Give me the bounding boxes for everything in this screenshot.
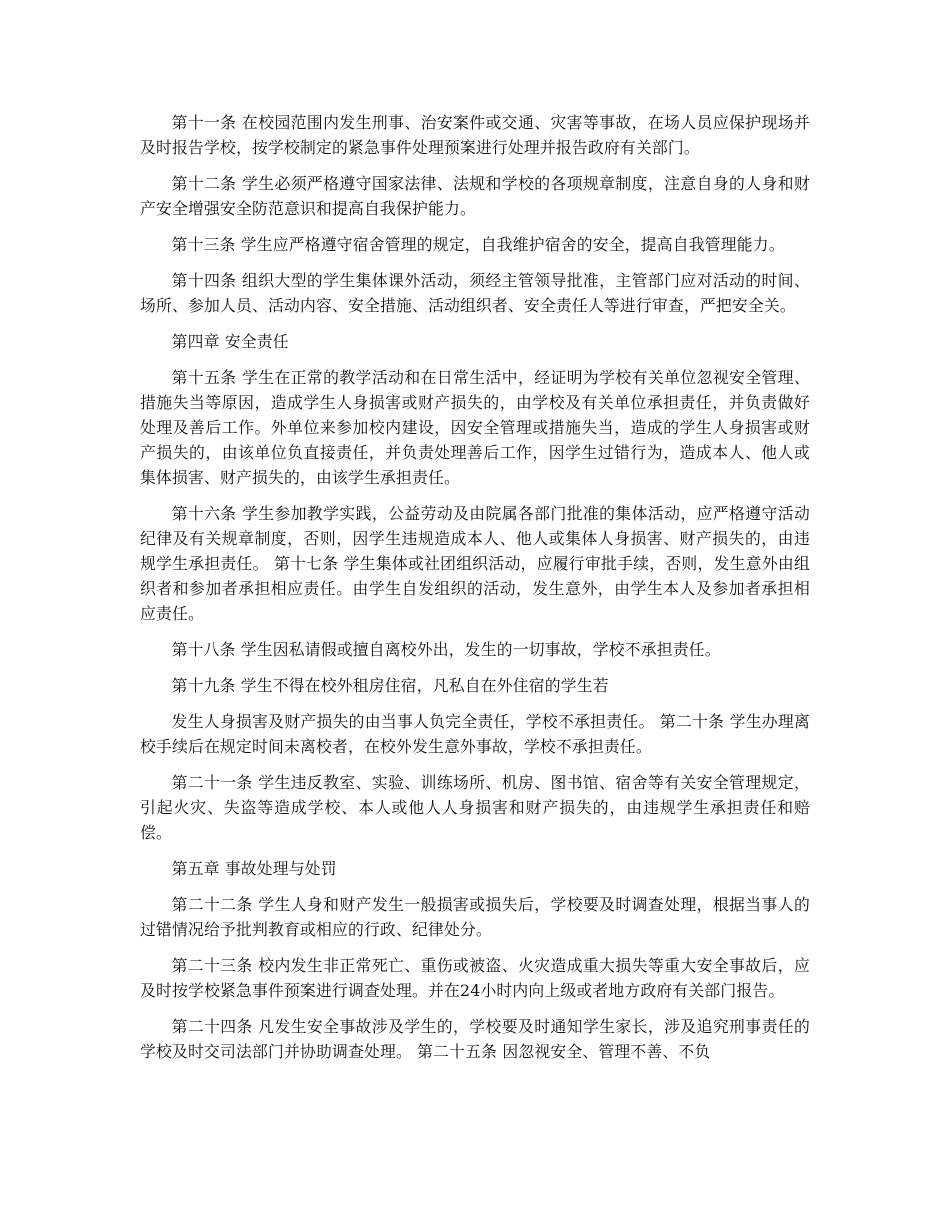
article-22-paragraph: 第二十二条 学生人身和财产发生一般损害或损失后，学校要及时调查处理，根据当事人的过错情况给予批判教育或相应的行政、纪律处分。 bbox=[140, 895, 810, 939]
article-14-paragraph: 第十四条 组织大型的学生集体课外活动，须经主管领导批准，主管部门应对活动的时间、场所、参加人员、活动内容、安全措施、活动组织者、安全责任人等进行审查，严把安全关。 bbox=[140, 271, 810, 315]
article-23-paragraph: 第二十三条 校内发生非正常死亡、重伤或被盗、火灾造成重大损失等重大安全事故后，应及时按学校紧急事件预案进行调查处理。并在24小时内向上级或者地方政府有关部门报告。 bbox=[140, 956, 810, 1000]
article-21-paragraph: 第二十一条 学生违反教室、实验、训练场所、机房、图书馆、宿舍等有关安全管理规定，引起火灾、失盗等造成学校、本人或他人人身损害和财产损失的，由违规学生承担责任和赔偿。 bbox=[140, 773, 810, 842]
article-13-paragraph: 第十三条 学生应严格遵守宿舍管理的规定，自我维护宿舍的安全，提高自我管理能力。 bbox=[171, 235, 785, 254]
article-24-25-paragraph: 第二十四条 凡发生安全事故涉及学生的，学校要及时通知学生家长，涉及追究刑事责任的学校及时交司法部门并协助调查处理。 第二十五条 因忽视安全、管理不善、不负 bbox=[140, 1017, 810, 1061]
article-18-paragraph: 第十八条 学生因私请假或擅自离校外出，发生的一切事故，学校不承担责任。 bbox=[171, 640, 721, 659]
chapter-4-heading: 第四章 安全责任 bbox=[171, 332, 289, 351]
chapter-5-heading: 第五章 事故处理与处罚 bbox=[171, 859, 337, 878]
article-15-paragraph: 第十五条 学生在正常的教学活动和在日常生活中，经证明为学校有关单位忽视安全管理、措施失当等原因，造成学生人身损害或财产损失的，由学校及有关单位承担责任，并负责做好处理及善后工作。外单位来参加校内建设，因安全管理或措施失当，造成的学生人身损害或财产损失的，由该单位负直接责任，并负责处理善后工作，因学生过错行为，造成本人、他人或集体损害、财产损失的，由该学生承担责任。 bbox=[140, 368, 810, 487]
document-body bbox=[140, 110, 810, 1075]
article-16-17-paragraph: 第十六条 学生参加教学实践，公益劳动及由院属各部门批准的集体活动，应严格遵守活动纪律及有关规章制度，否则，因学生违规造成本人、他人或集体人身损害、财产损失的，由违规学生承担责任。 第十七条 学生集体或社团组织活动，应履行审批手续，否则，发生意外由组织者和参加者承担相应责任。由学生自发组织的活动，发生意外，由学生本人及参加者承担相应责任。 bbox=[140, 504, 810, 623]
article-11-paragraph: 第十一条 在校园范围内发生刑事、治安案件或交通、灾害等事故，在场人员应保护现场并及时报告学校，按学校制定的紧急事件处理预案进行处理并报告政府有关部门。 bbox=[140, 113, 810, 157]
article-19-paragraph: 第十九条 学生不得在校外租房住宿，凡私自在外住宿的学生若 bbox=[171, 676, 609, 695]
article-12-paragraph: 第十二条 学生必须严格遵守国家法律、法规和学校的各项规章制度，注意自身的人身和财产安全增强安全防范意识和提高自我保护能力。 bbox=[140, 174, 810, 218]
article-19-20-continuation-paragraph: 发生人身损害及财产损失的由当事人负完全责任，学校不承担责任。 第二十条 学生办理离校手续后在规定时间未离校者，在校外发生意外事故，学校不承担责任。 bbox=[140, 712, 810, 756]
